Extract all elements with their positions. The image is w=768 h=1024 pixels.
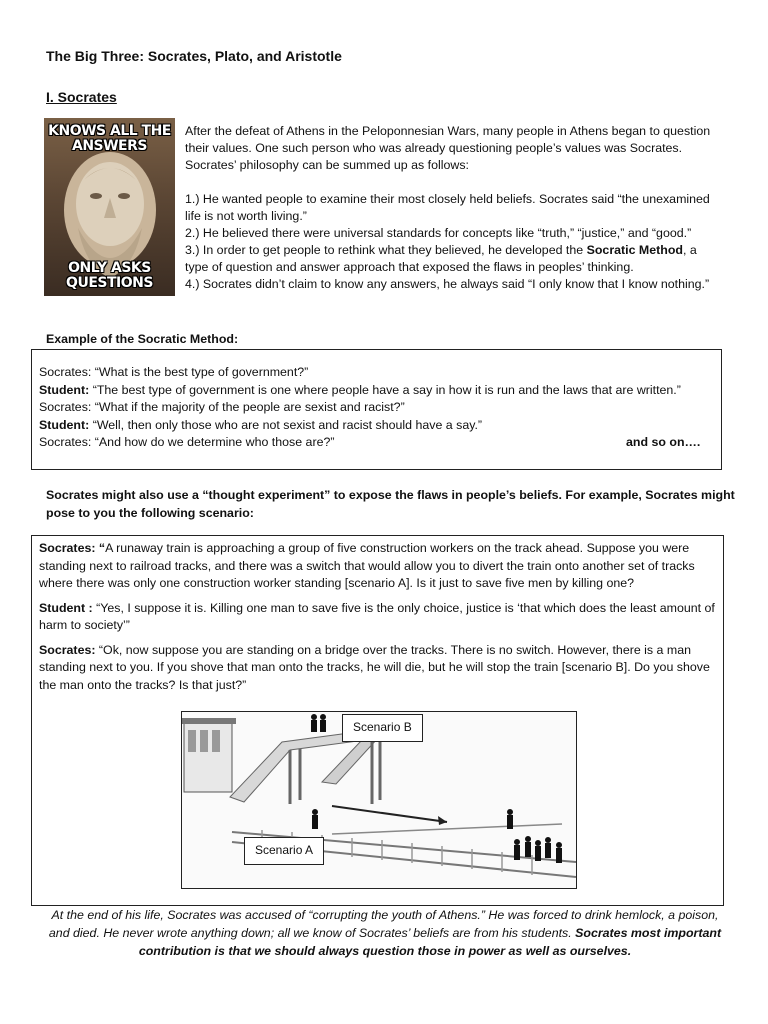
dialogue-line: Socrates: “And how do we determine who those are?” and so on…. <box>39 434 721 452</box>
point-4: 4.) Socrates didn’t claim to know any answers, he always said “I only know that I know nothing.” <box>185 277 710 291</box>
thought-experiment-intro: Socrates might also use a “thought experiment” to expose the flaws in people’s beliefs. For example, Socrates might pose to you the following scenario: <box>46 488 735 520</box>
intro-text <box>185 123 715 293</box>
scenario-b-label: Scenario B <box>342 714 423 742</box>
point-3: 3.) In order to get people to rethink what they believed, he developed the Socratic Method, a type of question and answer approach that exposed the flaws in peoples’ thinking. <box>185 243 697 274</box>
scenario-paragraph-2: Student : “Yes, I suppose it is. Killing one man to save five is the only choice, justice is ‘that which does the least amount of harm to society’” <box>39 600 715 632</box>
point-2: 2.) He believed there were universal standards for concepts like “truth,” “justice,” and “good.” <box>185 226 692 240</box>
dialogue-line: Socrates: “What is the best type of government?” <box>39 365 309 379</box>
socrates-meme-image <box>44 118 175 296</box>
dialogue-box <box>31 349 722 470</box>
footer-conclusion: Socrates most important contribution is that we should always question those in power as well as ourselves. <box>138 926 722 958</box>
meme-bottom-text: ONLY ASKS QUESTIONS <box>66 260 153 291</box>
footer-text: At the end of his life, Socrates was accused of “corrupting the youth of Athens.” He was forced to drink hemlock, a poison, and died. He never wrote anything down; all we know of Socrates’ beliefs are from his students. Socrates most important contribution is that we should always question those in power as well as ourselves. <box>48 908 722 958</box>
dialogue-line: Student: “Well, then only those who are not sexist and racist should have a say.” <box>39 417 483 432</box>
page-title: The Big Three: Socrates, Plato, and Aristotle <box>46 48 342 64</box>
trolley-problem-diagram <box>181 711 577 889</box>
dialogue-line: Socrates: “What if the majority of the people are sexist and racist?” <box>39 400 405 414</box>
scenario-paragraph-1: Socrates: “A runaway train is approaching a group of five construction workers on the track ahead. Suppose you were standing next to railroad tracks, and there was a switch that would allow you to divert the train onto another set of tracks where there was only one construction worker standing [scenario A]. Is it just to save five men by killing one? <box>39 541 695 590</box>
meme-top-text: KNOWS ALL THE ANSWERS <box>48 123 171 154</box>
dialogue-line: Student: “The best type of government is one where people have a say in how it is run and the laws that are written.” <box>39 382 681 397</box>
scenario-a-label: Scenario A <box>244 837 324 865</box>
socratic-method-term: Socratic Method <box>586 243 683 257</box>
example-label: Example of the Socratic Method: <box>46 332 239 346</box>
section-heading: I. Socrates <box>46 89 117 105</box>
intro-paragraph: After the defeat of Athens in the Peloponnesian Wars, many people in Athens began to question their values. One such person who was already questioning people’s values was Socrates. Socrates’ philosophy can be summed up as follows: <box>185 124 711 172</box>
scenario-paragraph-3: Socrates: “Ok, now suppose you are standing on a bridge over the tracks. There is no switch. However, there is a man standing next to you. If you shove that man onto the tracks, he will die, but he will stop the train [scenario B]. Do you shove the man onto the tracks? Is that just?” <box>39 642 710 692</box>
point-1: 1.) He wanted people to examine their most closely held beliefs. Socrates said “the unexamined life is not worth living.” <box>185 192 710 223</box>
scenario-box <box>31 535 724 906</box>
and-so-on-text: and so on…. <box>626 435 701 449</box>
